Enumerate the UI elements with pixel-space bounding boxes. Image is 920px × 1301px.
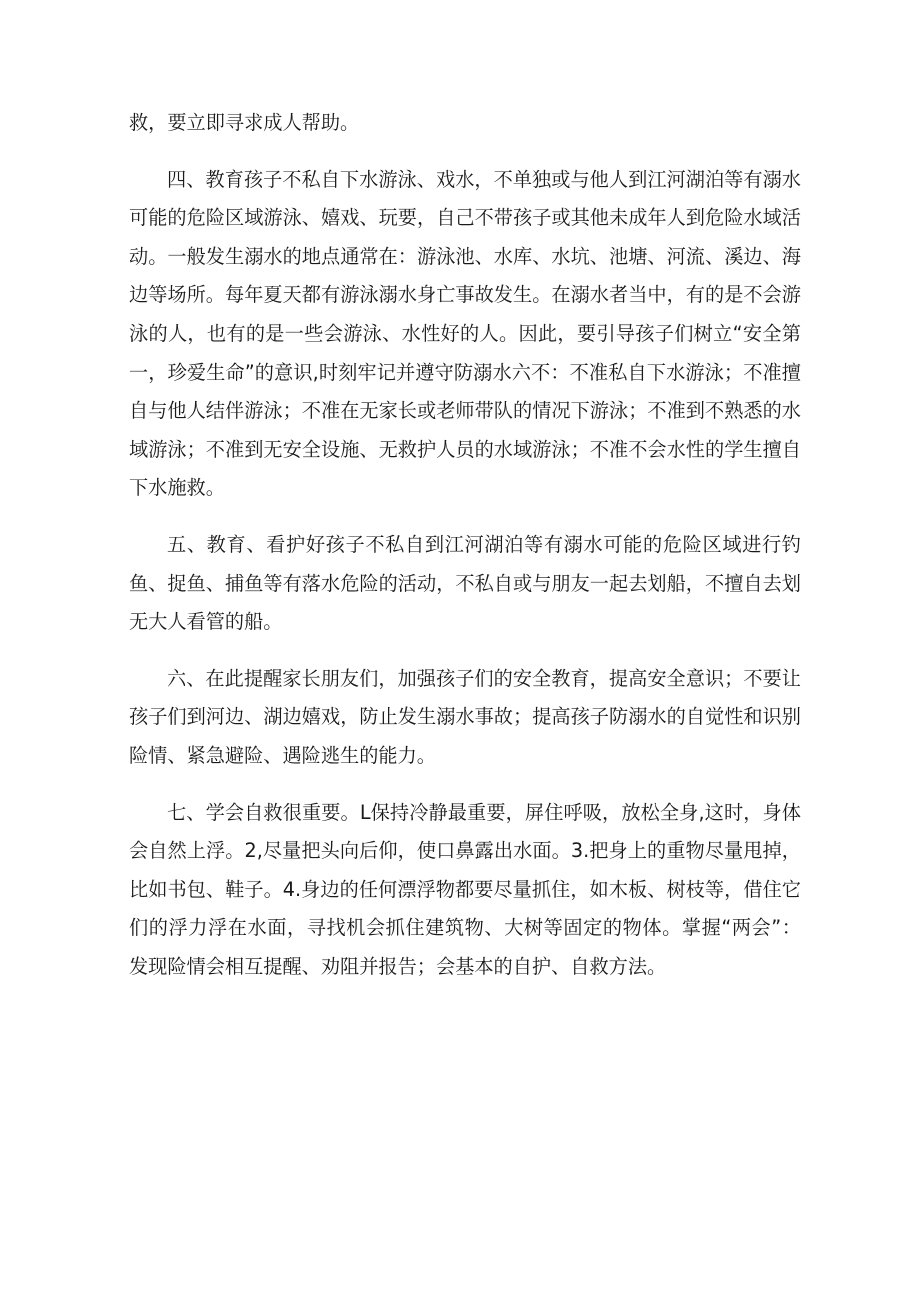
body-text — [129, 104, 801, 986]
paragraph-section-7: 七、学会自救很重要。L保持冷静最重要，屏住呼吸，放松全身,这时，身体会自然上浮。2,尽量把头向后仰，使口鼻露出水面。3.把身上的重物尽量甩掉，比如书包、鞋子。4.身边的任何漂浮物都要尽量抓住，如木板、树枝等，借住它们的浮力浮在水面，寻找机会抓住建筑物、大树等固定的物体。掌握“两会”：发现险情会相互提醒、劝阻并报告；会基本的自护、自救方法。 — [129, 800, 801, 978]
paragraph-section-4: 四、教育孩子不私自下水游泳、戏水，不单独或与他人到江河湖泊等有溺水可能的危险区域游泳、嬉戏、玩要，自己不带孩子或其他未成年人到危险水域活动。一般发生溺水的地点通常在：游泳池、水库、水坑、池塘、河流、溪边、海边等场所。每年夏天都有游泳溺水身亡事故发生。在溺水者当中，有的是不会游泳的人，也有的是一些会游泳、水性好的人。因此，要引导孩子们树立“安全第一，珍爱生命”的意识,时刻牢记并遵守防溺水六不：不准私自下水游泳；不准擅自与他人结伴游泳；不准在无家长或老师带队的情况下游泳；不准到不熟悉的水域游泳；不准到无安全设施、无救护人员的水域游泳；不准不会水性的学生擅自下水施救。 — [129, 167, 801, 500]
paragraph-section-5: 五、教育、看护好孩子不私自到江河湖泊等有溺水可能的危险区域进行钓鱼、捉鱼、捕鱼等有落水危险的活动，不私自或与朋友一起去划船，不擅自去划无大人看管的船。 — [129, 532, 801, 634]
paragraph-section-6: 六、在此提醒家长朋友们，加强孩子们的安全教育，提高安全意识；不要让孩子们到河边、湖边嬉戏，防止发生溺水事故；提高孩子防溺水的自觉性和识别险情、紧急避险、遇险逃生的能力。 — [129, 666, 801, 767]
paragraph-continuation: 救，要立即寻求成人帮助。 — [129, 111, 360, 134]
